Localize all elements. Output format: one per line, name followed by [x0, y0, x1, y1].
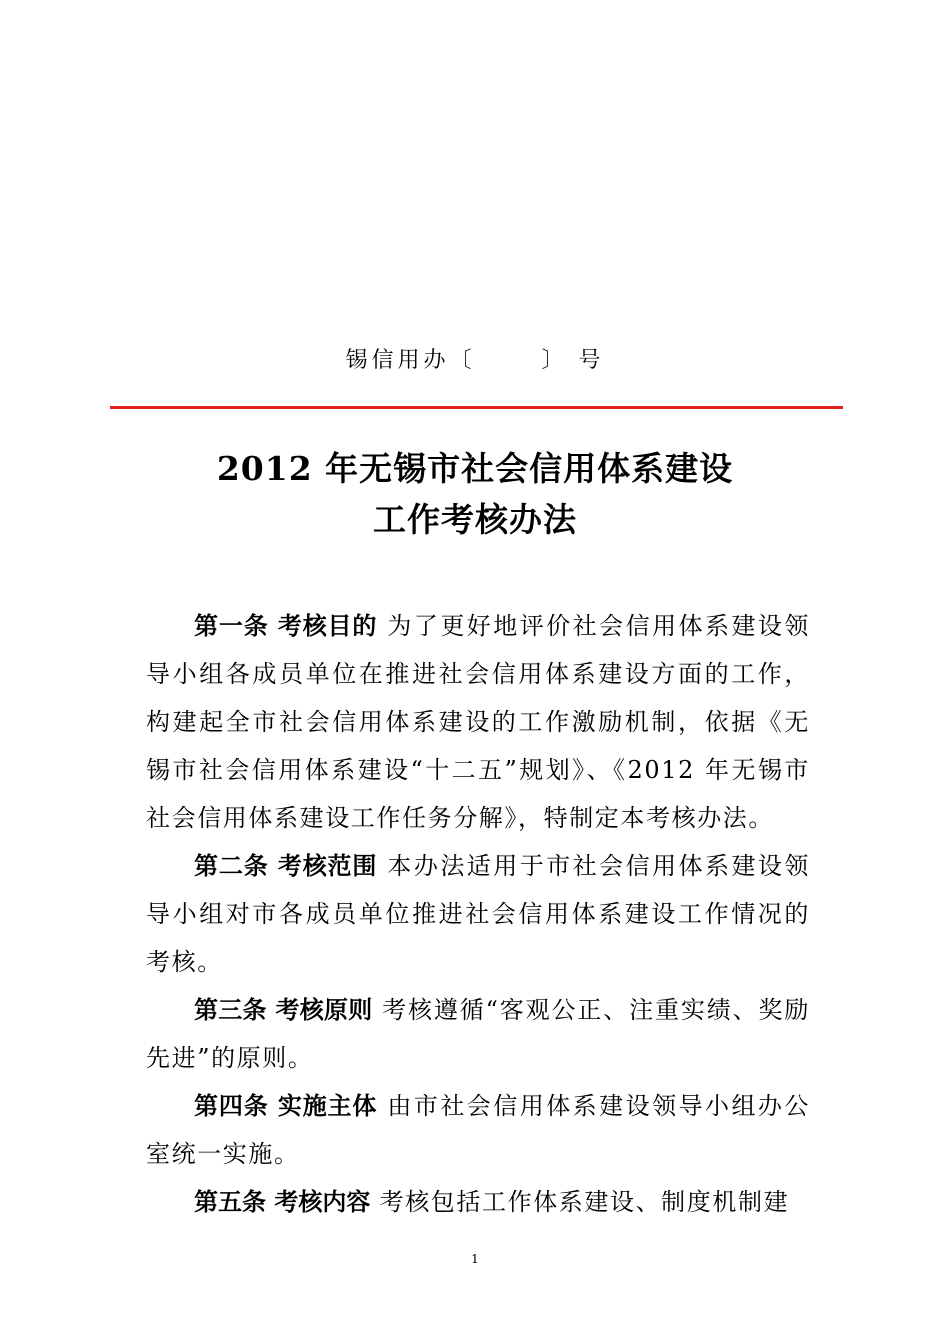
- article-heading: 第五条 考核内容: [194, 1188, 371, 1216]
- document-title-line-2: 工作考核办法: [373, 500, 577, 539]
- document-number: 锡信用办〔 〕 号: [345, 348, 605, 373]
- article-text: 为了更好地评价社会信用体系建设领导小组各成员单位在推进社会信用体系建设方面的工作，构建起全市社会信用体系建设的工作激励机制，依据《无锡市社会信用体系建设“十二五”规划》、《2012 年无锡市社会信用体系建设工作任务分解》，特制定本考核办法。: [146, 612, 810, 832]
- article-text: 本办法适用于市社会信用体系建设领导小组对市各成员单位推进社会信用体系建设工作情况的考核。: [146, 852, 810, 976]
- article-text: 考核遵循“客观公正、注重实绩、奖励先进”的原则。: [146, 996, 810, 1072]
- article-2: [146, 842, 810, 986]
- document-title-line-1: 2012 年无锡市社会信用体系建设: [216, 449, 734, 488]
- article-text: 由市社会信用体系建设领导小组办公室统一实施。: [146, 1092, 810, 1168]
- article-4: [146, 1082, 810, 1178]
- article-1: [146, 602, 810, 842]
- article-text: 考核包括工作体系建设、制度机制建: [370, 1188, 790, 1216]
- article-heading: 第一条 考核目的: [194, 612, 378, 640]
- article-heading: 第三条 考核原则: [194, 996, 373, 1024]
- red-header-rule: [110, 406, 843, 409]
- article-5: [146, 1178, 810, 1226]
- document-body: [146, 602, 810, 1226]
- article-heading: 第四条 实施主体: [194, 1092, 378, 1120]
- article-heading: 第二条 考核范围: [194, 852, 378, 880]
- page-number: 1: [471, 1252, 479, 1266]
- article-3: [146, 986, 810, 1082]
